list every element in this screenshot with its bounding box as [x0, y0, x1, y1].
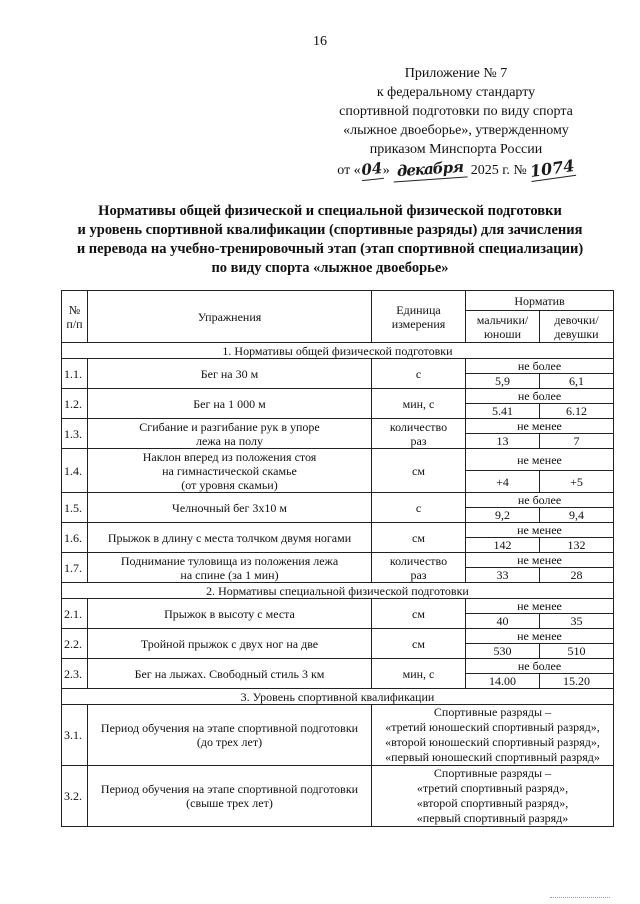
unit: [372, 359, 466, 389]
norm-condition: не более: [466, 389, 614, 404]
norm-condition: не менее: [466, 599, 614, 614]
table-row: [62, 553, 614, 568]
exercise-name: [88, 389, 372, 419]
training-period: [88, 705, 372, 766]
table-row: [62, 523, 614, 538]
exercise-line: Бег на лыжах. Свободный стиль 3 км: [134, 666, 325, 681]
norm-condition: не более: [466, 359, 614, 374]
value-boys: 33: [466, 568, 540, 583]
exercise-line: лежа на полу: [196, 433, 263, 448]
header-boys: мальчики/ юноши: [466, 311, 540, 343]
norm-condition: не менее: [466, 419, 614, 434]
rank-line: «первый спортивный разряд»: [416, 811, 569, 825]
value-girls: 35: [540, 614, 614, 629]
handwritten-order-number: 1074: [529, 155, 576, 182]
exercise-line: Поднимание туловища из положения лежа: [120, 553, 339, 568]
table-row: [62, 449, 614, 471]
rank-line: «первый юношеский спортивный разряд»: [385, 750, 600, 764]
exercise-line: (от уровня скамьи): [181, 477, 278, 492]
value-girls: 9,4: [540, 508, 614, 523]
table-row: [62, 629, 614, 644]
exercise-name: [88, 599, 372, 629]
row-number: 1.2.: [62, 389, 88, 419]
unit-line: количество: [389, 419, 448, 434]
value-boys: 40: [466, 614, 540, 629]
handwritten-day: 04: [360, 159, 384, 181]
footer-mark: [550, 897, 610, 898]
unit-line: раз: [410, 433, 427, 448]
exercise-name: [88, 449, 372, 493]
unit-line: см: [412, 530, 425, 545]
row-number: 1.4.: [62, 449, 88, 493]
unit-line: с: [415, 500, 422, 515]
norm-condition: не менее: [466, 449, 614, 471]
value-boys: +4: [466, 471, 540, 493]
norm-condition: не более: [466, 659, 614, 674]
year-text: 2025 г. №: [470, 163, 527, 178]
row-number: 2.3.: [62, 659, 88, 689]
rank-line: «второй спортивный разряд»,: [416, 796, 569, 810]
header-number: № п/п: [62, 291, 88, 343]
date-prefix: от «: [337, 163, 361, 178]
exercise-name: [88, 659, 372, 689]
title-line: по виду спорта «лыжное двоеборье»: [211, 260, 449, 276]
exercise-line: Тройной прыжок с двух ног на две: [140, 636, 319, 651]
period-line: Период обучения на этапе спортивной подготовки: [100, 721, 359, 735]
norm-condition: не более: [466, 493, 614, 508]
rank-line: Спортивные разряды –: [433, 705, 552, 719]
row-number: 2.1.: [62, 599, 88, 629]
rank-row: [62, 705, 614, 766]
unit-line: см: [412, 606, 425, 621]
unit-line: мин, с: [402, 396, 435, 411]
table-row: [62, 659, 614, 674]
value-girls: 7: [540, 434, 614, 449]
unit-line: количество: [389, 553, 448, 568]
value-girls: 15.20: [540, 674, 614, 689]
norm-condition: не менее: [466, 629, 614, 644]
unit: [372, 419, 466, 449]
unit: [372, 629, 466, 659]
unit: [372, 659, 466, 689]
exercise-name: [88, 523, 372, 553]
page-number: 16: [313, 34, 327, 49]
exercise-line: Бег на 30 м: [200, 366, 259, 381]
handwritten-month: декабря: [393, 157, 468, 182]
unit-line: см: [412, 463, 425, 478]
row-number: 1.5.: [62, 493, 88, 523]
unit-line: см: [412, 636, 425, 651]
unit: [372, 599, 466, 629]
value-girls: 6.12: [540, 404, 614, 419]
rank-line: Спортивные разряды –: [433, 766, 552, 780]
table-row: [62, 389, 614, 404]
period-line: (до трех лет): [196, 735, 263, 749]
value-boys: 13: [466, 434, 540, 449]
norm-condition: не менее: [466, 523, 614, 538]
value-girls: 28: [540, 568, 614, 583]
appendix-line: спортивной подготовки по виду спорта: [339, 104, 573, 119]
value-boys: 5.41: [466, 404, 540, 419]
order-date-line: [306, 155, 606, 182]
row-number: 3.2.: [62, 766, 88, 827]
header-unit: Единица измерения: [372, 291, 466, 343]
appendix-line: Приложение № 7: [404, 66, 508, 81]
exercise-line: Прыжок в высоту с места: [164, 606, 295, 621]
appendix-line: к федеральному стандарту: [376, 85, 536, 100]
table-row: [62, 419, 614, 434]
table-row: [62, 359, 614, 374]
table-row: [62, 599, 614, 614]
exercise-line: Бег на 1 000 м: [193, 396, 266, 411]
table-row: [62, 493, 614, 508]
row-number: 1.6.: [62, 523, 88, 553]
header-norm: Норматив: [466, 291, 614, 311]
exercise-line: на гимнастической скамье: [162, 463, 297, 478]
unit: [372, 493, 466, 523]
value-girls: +5: [540, 471, 614, 493]
title-line: Нормативы общей физической и специальной физической подготовки: [98, 203, 562, 219]
value-boys: 14.00: [466, 674, 540, 689]
title-line: и уровень спортивной квалификации (спортивные разряды) для зачисления: [77, 222, 583, 238]
rank-line: «второй юношеский спортивный разряд»,: [385, 735, 600, 749]
row-number: 1.1.: [62, 359, 88, 389]
exercise-name: [88, 359, 372, 389]
unit: [372, 449, 466, 493]
row-number: 1.3.: [62, 419, 88, 449]
exercise-line: на спине (за 1 мин): [180, 567, 279, 582]
exercise-line: Наклон вперед из положения стоя: [142, 449, 317, 464]
value-boys: 5,9: [466, 374, 540, 389]
title-line: и перевода на учебно-тренировочный этап (этап спортивной специализации): [76, 241, 584, 257]
date-quote: »: [382, 163, 390, 178]
row-number: 2.2.: [62, 629, 88, 659]
section-row: [62, 583, 614, 599]
exercise-name: [88, 629, 372, 659]
value-boys: 142: [466, 538, 540, 553]
norms-table: [61, 290, 614, 827]
period-line: (свыше трех лет): [186, 796, 273, 810]
exercise-line: Прыжок в длину с места толчком двумя ногами: [107, 530, 352, 545]
norm-condition: не менее: [466, 553, 614, 568]
value-girls: 132: [540, 538, 614, 553]
exercise-name: [88, 553, 372, 583]
section-title: 3. Уровень спортивной квалификации: [62, 689, 614, 705]
section-row: [62, 689, 614, 705]
unit-line: раз: [410, 567, 427, 582]
header-exercise: Упражнения: [88, 291, 372, 343]
rank-line: «третий спортивный разряд»,: [416, 781, 569, 795]
value-girls: 510: [540, 644, 614, 659]
header-girls: девочки/ девушки: [540, 311, 614, 343]
row-number: 3.1.: [62, 705, 88, 766]
row-number: 1.7.: [62, 553, 88, 583]
rank-row: [62, 766, 614, 827]
unit: [372, 553, 466, 583]
exercise-line: Челночный бег 3х10 м: [172, 500, 287, 515]
appendix-line: «лыжное двоеборье», утвержденному: [343, 123, 569, 138]
period-line: Период обучения на этапе спортивной подготовки: [100, 782, 359, 796]
unit-line: мин, с: [402, 666, 435, 681]
section-title: 2. Нормативы специальной физической подготовки: [62, 583, 614, 599]
exercise-line: Сгибание и разгибание рук в упоре: [139, 419, 320, 434]
sport-ranks: [372, 705, 614, 766]
rank-line: «третий юношеский спортивный разряд»,: [385, 720, 600, 734]
exercise-name: [88, 493, 372, 523]
section-row: [62, 343, 614, 359]
value-girls: 6,1: [540, 374, 614, 389]
document-title: [40, 202, 620, 278]
section-title: 1. Нормативы общей физической подготовки: [62, 343, 614, 359]
value-boys: 530: [466, 644, 540, 659]
training-period: [88, 766, 372, 827]
unit-line: с: [415, 366, 422, 381]
appendix-line: приказом Минспорта России: [369, 142, 543, 157]
exercise-name: [88, 419, 372, 449]
value-boys: 9,2: [466, 508, 540, 523]
appendix-header: [306, 64, 606, 180]
unit: [372, 389, 466, 419]
unit: [372, 523, 466, 553]
sport-ranks: [372, 766, 614, 827]
